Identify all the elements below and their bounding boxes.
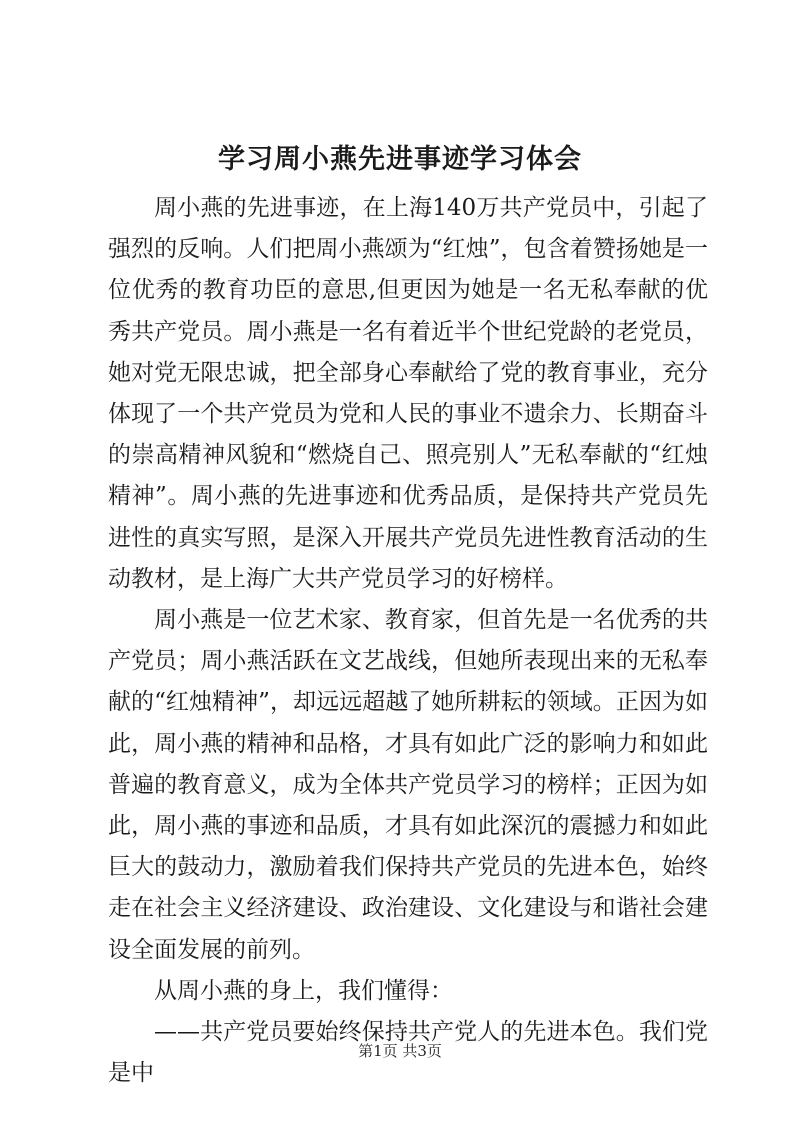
paragraph-3: 从周小燕的身上，我们懂得： [154, 977, 453, 1004]
paragraph-4: ——共产党员要始终保持共产党人的先进本色。我们党是中 [108, 1019, 708, 1087]
page-number-footer: 第1页 共3页 [358, 1042, 442, 1060]
document-body [108, 188, 708, 1094]
paragraph-1: 周小燕的先进事迹，在上海140万共产党员中，引起了强烈的反响。人们把周小燕颂为“红烛”，包含着赞扬她是一位优秀的教育功臣的意思,但更因为她是一名无私奉献的优秀共产党员。周小燕是一名有着近半个世纪党龄的老党员，她对党无限忠诚，把全部身心奉献给了党的教育事业，充分体现了一个共产党员为党和人民的事业不遗余力、长期奋斗的崇高精神风貌和“燃烧自己、照亮别人”无私奉献的“红烛精神”。周小燕的先进事迹和优秀品质，是保持共产党员先进性的真实写照，是深入开展共产党员先进性教育活动的生动教材，是上海广大共产党员学习的好榜样。 [108, 195, 708, 592]
paragraph-2: 周小燕是一位艺术家、教育家，但首先是一名优秀的共产党员；周小燕活跃在文艺战线，但她所表现出来的无私奉献的“红烛精神”，却远远超越了她所耕耘的领域。正因为如此，周小燕的精神和品格，才具有如此广泛的影响力和如此普遍的教育意义，成为全体共产党员学习的榜样；正因为如此，周小燕的事迹和品质，才具有如此深沉的震撼力和如此巨大的鼓动力，激励着我们保持共产党员的先进本色，始终走在社会主义经济建设、政治建设、文化建设与和谐社会建设全面发展的前列。 [108, 607, 708, 963]
document-title: 学习周小燕先进事迹学习体会 [218, 144, 582, 175]
